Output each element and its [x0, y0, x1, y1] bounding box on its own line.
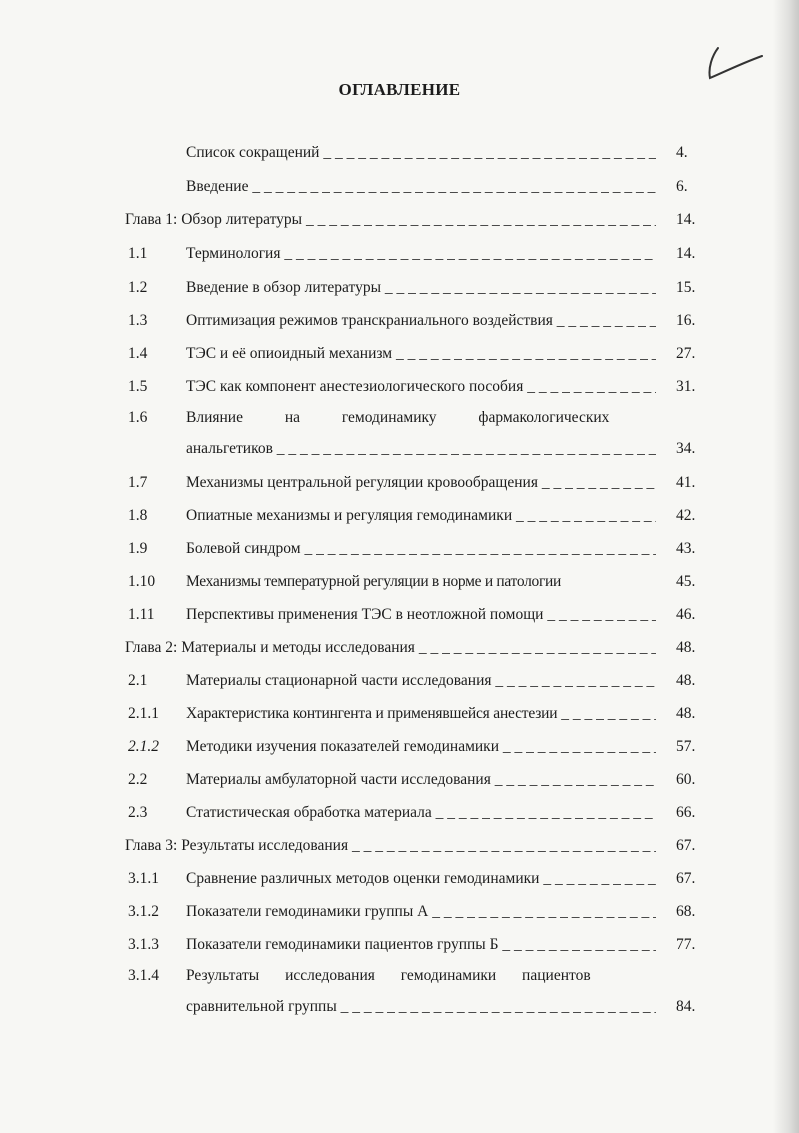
toc-entry-label: Показатели гемодинамики группы А _ _ _	[186, 903, 656, 920]
scan-edge-shadow	[773, 0, 799, 1133]
toc-entry-number: 1.9	[128, 540, 148, 557]
toc-entry-label: Перспективы применения ТЭС в неотложной помощи _ _ _	[186, 606, 656, 623]
toc-entry-page: 48.	[676, 705, 696, 722]
toc-entry-page: 15.	[676, 279, 696, 296]
toc-entry-label: Болевой синдром _ _ _	[186, 540, 656, 557]
toc-entry-label: Статистическая обработка материала _ _ _	[186, 804, 656, 821]
toc-entry-number: 3.1.3	[128, 936, 159, 953]
toc-entry-label: Результаты исследования гемодинамики пациентов	[186, 967, 591, 984]
toc-entry-page: 48.	[676, 639, 696, 656]
toc-entry-label: Глава 3: Результаты исследования _ _ _	[125, 837, 656, 854]
toc-entry-number: 1.4	[128, 345, 148, 362]
toc-entry-page: 4.	[676, 144, 688, 161]
toc-entry-label: Опиатные механизмы и регуляция гемодинамики _ _ _	[186, 507, 656, 524]
toc-entry-number: 1.3	[128, 312, 148, 329]
page-title: ОГЛАВЛЕНИЕ	[338, 80, 461, 99]
toc-entry-page: 67.	[676, 870, 696, 887]
toc-entry-label: Методики изучения показателей гемодинамики _ _ _	[186, 738, 656, 755]
toc-entry-number: 1.6	[128, 409, 148, 426]
toc-entry-label: Показатели гемодинамики пациентов группы Б _ _ _	[186, 936, 656, 953]
toc-entry-page: 31.	[676, 378, 696, 395]
toc-entry-number: 2.1	[128, 672, 148, 689]
toc-entry-label: Введение в обзор литературы _ _ _	[186, 279, 656, 296]
toc-entry-number: 3.1.4	[128, 967, 159, 984]
toc-entry-label: Механизмы температурной регуляции в норме и патологии	[186, 573, 562, 590]
toc-entry-number: 1.10	[128, 573, 156, 590]
toc-entry-label: Терминология _ _ _	[186, 245, 656, 262]
toc-entry-label: Материалы стационарной части исследования _ _ _	[186, 672, 656, 689]
toc-entry-page: 42.	[676, 507, 696, 524]
toc-entry-page: 57.	[676, 738, 696, 755]
toc-entry-label: Глава 2: Материалы и методы исследования _ _ _	[125, 639, 656, 656]
toc-entry-page: 27.	[676, 345, 696, 362]
toc-entry-label-continued: анальгетиков _ _ _	[186, 440, 656, 457]
toc-entry-label: Материалы амбулаторной части исследования _ _ _	[186, 771, 656, 788]
toc-entry-page: 48.	[676, 672, 696, 689]
toc-entry-page: 34.	[676, 440, 696, 457]
toc-entry-number: 3.1.1	[128, 870, 159, 887]
toc-entry-label: Влияние на гемодинамику фармакологических	[186, 409, 610, 426]
toc-entry-page: 46.	[676, 606, 696, 623]
toc-entry-label: Список сокращений _ _ _	[186, 144, 656, 161]
toc-entry-number: 3.1.2	[128, 903, 159, 920]
toc-entry-page: 41.	[676, 474, 696, 491]
toc-entry-number: 2.1.1	[128, 705, 159, 722]
toc-entry-page: 60.	[676, 771, 696, 788]
toc-entry-page: 67.	[676, 837, 696, 854]
toc-entry-page: 77.	[676, 936, 696, 953]
toc-entry-page: 84.	[676, 998, 696, 1015]
toc-entry-label-continued: сравнительной группы _ _ _	[186, 998, 656, 1015]
handwritten-page-mark	[700, 40, 770, 85]
toc-entry-label: ТЭС как компонент анестезиологического пособия _ _ _	[186, 378, 656, 395]
toc-entry-number: 1.7	[128, 474, 148, 491]
toc-entry-label: Введение _ _ _	[186, 178, 656, 195]
toc-entry-label: Оптимизация режимов транскраниального воздействия _ _ _	[186, 312, 656, 329]
toc-entry-label: Характеристика контингента и применявшейся анестезии _ _ _	[186, 705, 656, 722]
toc-entry-number: 1.8	[128, 507, 148, 524]
toc-entry-number: 1.5	[128, 378, 148, 395]
toc-entry-number: 2.3	[128, 804, 148, 821]
toc-entry-number: 1.11	[128, 606, 155, 623]
toc-entry-page: 66.	[676, 804, 696, 821]
toc-entry-page: 16.	[676, 312, 696, 329]
toc-entry-page: 45.	[676, 573, 696, 590]
toc-entry-page: 43.	[676, 540, 696, 557]
toc-entry-label: Механизмы центральной регуляции кровообращения _ _ _	[186, 474, 656, 491]
toc-entry-label: ТЭС и её опиоидный механизм _ _ _	[186, 345, 656, 362]
toc-entry-page: 14.	[676, 211, 696, 228]
toc-entry-number: 1.1	[128, 245, 148, 262]
toc-entry-page: 68.	[676, 903, 696, 920]
toc-entry-number: 2.1.2	[128, 738, 159, 755]
toc-entry-page: 6.	[676, 178, 688, 195]
toc-entry-number: 1.2	[128, 279, 148, 296]
toc-entry-label: Сравнение различных методов оценки гемодинамики _ _ _	[186, 870, 656, 887]
toc-entry-label: Глава 1: Обзор литературы _ _ _	[125, 211, 656, 228]
toc-entry-number: 2.2	[128, 771, 148, 788]
toc-entry-page: 14.	[676, 245, 696, 262]
